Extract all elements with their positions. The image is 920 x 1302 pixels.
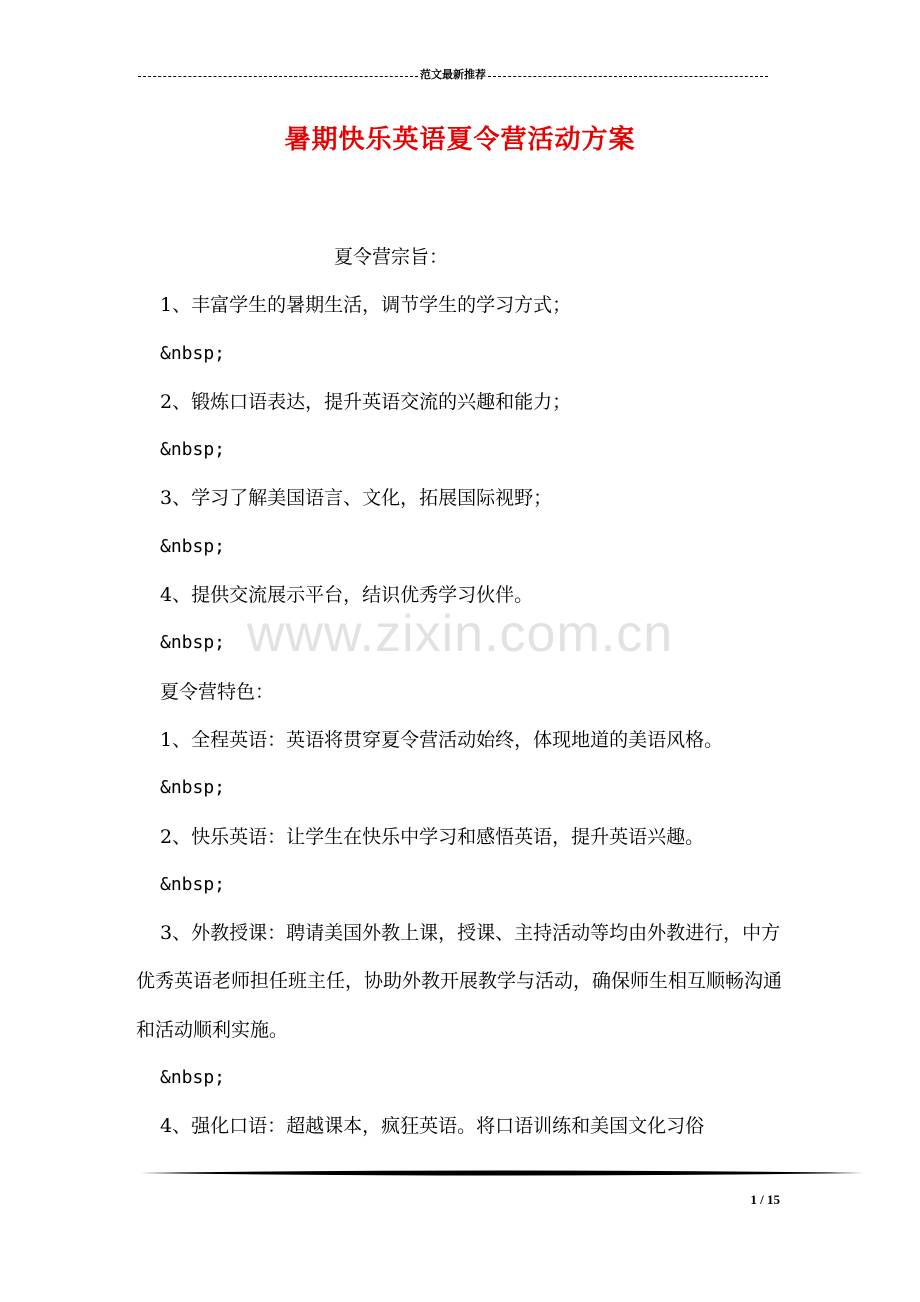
page-number: 1 / 15 — [750, 1192, 780, 1207]
body-paragraph: 2、快乐英语：让学生在快乐中学习和感悟英语，提升英语兴趣。 — [160, 825, 705, 848]
header-label: 范文最新推荐 — [420, 69, 486, 81]
body-paragraph: 1、全程英语：英语将贯穿夏令营活动始终，体现地道的美语风格。 — [160, 728, 724, 751]
body-paragraph: 夏令营宗旨： — [334, 246, 449, 268]
body-paragraph: 1、丰富学生的暑期生活，调节学生的学习方式； — [160, 294, 572, 317]
body-paragraph: 4、提供交流展示平台，结识优秀学习伙伴。 — [160, 584, 534, 607]
spacer-paragraph: &nbsp; — [160, 342, 226, 364]
header-dash-left — [138, 76, 418, 77]
spacer-paragraph: &nbsp; — [160, 632, 226, 654]
spacer-paragraph: &nbsp; — [160, 535, 226, 557]
spacer-paragraph: &nbsp; — [160, 873, 226, 895]
document-title: 暑期快乐英语夏令营活动方案 — [284, 125, 636, 155]
spacer-paragraph: &nbsp; — [160, 777, 226, 799]
page-header — [138, 66, 768, 84]
document-body — [136, 233, 786, 1151]
header-dash-right — [488, 76, 768, 77]
body-paragraph: 2、锻炼口语表达，提升英语交流的兴趣和能力； — [160, 390, 572, 413]
spacer-paragraph: &nbsp; — [160, 439, 226, 461]
footer-divider — [140, 1166, 864, 1180]
body-paragraph: 3、学习了解美国语言、文化，拓展国际视野； — [160, 487, 553, 510]
spacer-paragraph: &nbsp; — [160, 1067, 226, 1089]
body-paragraph: 3、外教授课：聘请美国外教上课，授课、主持活动等均由外教进行，中方优秀英语老师担任班主任，协助外教开展教学与活动，确保师生相互顺畅沟通和活动顺利实施。 — [136, 922, 783, 1041]
watermark: www.zixin.com.cn — [246, 605, 674, 663]
body-paragraph: 夏令营特色： — [160, 680, 275, 703]
body-paragraph: 4、强化口语：超越课本，疯狂英语。将口语训练和美国文化习俗 — [160, 1115, 705, 1138]
